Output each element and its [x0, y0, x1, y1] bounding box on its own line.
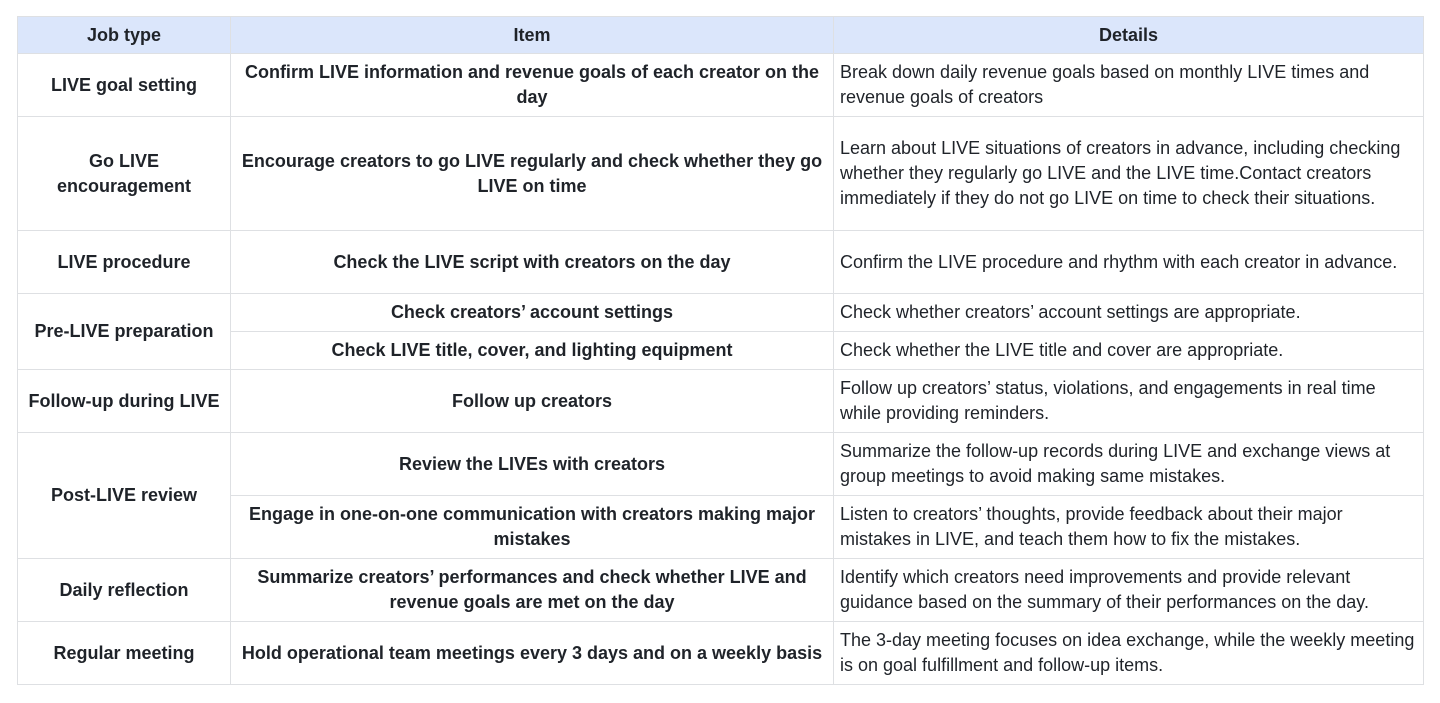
item-cell: Check LIVE title, cover, and lighting equipment	[231, 332, 834, 370]
item-cell: Encourage creators to go LIVE regularly and check whether they go LIVE on time	[231, 117, 834, 231]
details-cell: Check whether creators’ account settings are appropriate.	[834, 294, 1424, 332]
job-table-container	[17, 16, 1423, 685]
job-type-cell: Daily reflection	[18, 559, 231, 622]
table-row	[18, 54, 1424, 117]
details-cell: Break down daily revenue goals based on monthly LIVE times and revenue goals of creators	[834, 54, 1424, 117]
details-cell: Confirm the LIVE procedure and rhythm with each creator in advance.	[834, 231, 1424, 294]
job-type-cell: Pre-LIVE preparation	[18, 294, 231, 370]
table-row	[18, 231, 1424, 294]
item-cell: Follow up creators	[231, 370, 834, 433]
item-cell: Summarize creators’ performances and check whether LIVE and revenue goals are met on the day	[231, 559, 834, 622]
details-cell: Summarize the follow-up records during LIVE and exchange views at group meetings to avoid making same mistakes.	[834, 433, 1424, 496]
details-cell: Follow up creators’ status, violations, and engagements in real time while providing reminders.	[834, 370, 1424, 433]
item-cell: Check creators’ account settings	[231, 294, 834, 332]
job-type-cell: Regular meeting	[18, 622, 231, 685]
details-cell: Listen to creators’ thoughts, provide feedback about their major mistakes in LIVE, and teach them how to fix the mistakes.	[834, 496, 1424, 559]
item-cell: Engage in one-on-one communication with creators making major mistakes	[231, 496, 834, 559]
job-type-cell: LIVE procedure	[18, 231, 231, 294]
table-row	[18, 433, 1424, 496]
job-type-cell: LIVE goal setting	[18, 54, 231, 117]
table-row	[18, 622, 1424, 685]
job-type-cell: Go LIVE encouragement	[18, 117, 231, 231]
header-details: Details	[834, 17, 1424, 54]
table-row	[18, 294, 1424, 332]
table-row	[18, 117, 1424, 231]
details-cell: Learn about LIVE situations of creators in advance, including checking whether they regularly go LIVE and the LIVE time.Contact creators immediately if they do not go LIVE on time to check their situations.	[834, 117, 1424, 231]
item-cell: Check the LIVE script with creators on the day	[231, 231, 834, 294]
table-header-row	[18, 17, 1424, 54]
details-cell: Identify which creators need improvements and provide relevant guidance based on the summary of their performances on the day.	[834, 559, 1424, 622]
details-cell: The 3-day meeting focuses on idea exchange, while the weekly meeting is on goal fulfillment and follow-up items.	[834, 622, 1424, 685]
header-job-type: Job type	[18, 17, 231, 54]
job-table	[17, 16, 1424, 685]
item-cell: Review the LIVEs with creators	[231, 433, 834, 496]
job-type-cell: Post-LIVE review	[18, 433, 231, 559]
item-cell: Hold operational team meetings every 3 days and on a weekly basis	[231, 622, 834, 685]
table-row	[18, 559, 1424, 622]
job-type-cell: Follow-up during LIVE	[18, 370, 231, 433]
item-cell: Confirm LIVE information and revenue goals of each creator on the day	[231, 54, 834, 117]
header-item: Item	[231, 17, 834, 54]
table-row	[18, 370, 1424, 433]
details-cell: Check whether the LIVE title and cover are appropriate.	[834, 332, 1424, 370]
